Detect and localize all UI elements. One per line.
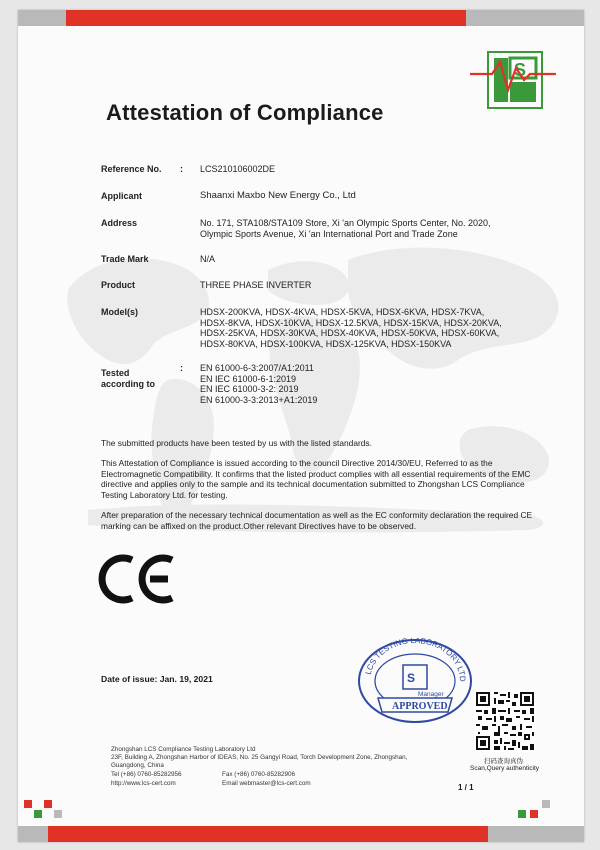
model-line: HDSX-200KVA, HDSX-4KVA, HDSX-5KVA, HDSX-6KVA, HDSX-7KVA, [200, 307, 485, 317]
product-label: Product [101, 280, 136, 290]
date-of-issue: Date of issue: Jan. 19, 2021 [101, 674, 213, 684]
tested-colon: : [180, 363, 183, 373]
corner-square-red [24, 800, 32, 808]
models-value [200, 307, 502, 349]
reference-colon: : [180, 164, 183, 174]
model-line: HDSX-8KVA, HDSX-10KVA, HDSX-12.5KVA, HDSX-15KVA, HDSX-20KVA, [200, 317, 502, 328]
svg-text:LCS TESTING LABORATORY LTD [364, 638, 467, 682]
corner-square-red [530, 810, 538, 818]
trade-mark-value: N/A [200, 254, 216, 264]
trade-mark-label: Trade Mark [101, 254, 149, 264]
footer-website[interactable]: http://www.lcs-cert.com [111, 780, 176, 787]
address-value [200, 218, 491, 239]
applicant-label: Applicant [101, 191, 143, 201]
reference-label: Reference No. [101, 164, 162, 174]
address-label: Address [101, 218, 138, 228]
lcs-logo [470, 50, 556, 110]
svg-text:S: S [407, 671, 416, 685]
approved-stamp [356, 638, 474, 724]
model-line: HDSX-25KVA, HDSX-30KVA, HDSX-40KVA, HDSX-50KVA, HDSX-60KVA, [200, 328, 500, 338]
tested-label [101, 368, 155, 389]
standard-line: EN IEC 61000-6-1:2019 [200, 373, 297, 384]
page-number: 1 / 1 [458, 783, 474, 792]
stamp-inner-text: Manager [418, 691, 444, 698]
footer-company: Zhongshan LCS Compliance Testing Laboratory Ltd [111, 746, 256, 753]
corner-square-grey [542, 800, 550, 808]
corner-square-green [518, 810, 526, 818]
footer-tel: Tel (+86) 0760-85282956 [111, 771, 182, 778]
statement-ce-marking: After preparation of the necessary technical documentation as well as the EC conformity declaration the required CE marking can be affixed on the product.Other relevant Directives have to be observed. [101, 510, 533, 531]
bottom-border-red [48, 826, 488, 842]
applicant-value: Shaanxi Maxbo New Energy Co., Ltd [200, 190, 356, 201]
corner-square-red [44, 800, 52, 808]
standard-line: EN IEC 61000-3-2: 2019 [200, 384, 299, 394]
svg-text:S: S [514, 60, 527, 80]
address-line: Olympic Sports Avenue, Xi 'an International Port and Trade Zone [200, 228, 458, 239]
stamp-ring-text: LCS TESTING LABORATORY LTD [363, 638, 468, 682]
address-line: No. 171, STA108/STA109 Store, Xi 'an Olympic Sports Center, No. 2020, [200, 218, 491, 228]
reference-value: LCS210106002DE [200, 164, 276, 174]
model-line: HDSX-80KVA, HDSX-100KVA, HDSX-125KVA, HDSX-150KVA [200, 338, 452, 349]
tested-label-line1: Tested [101, 368, 130, 378]
standard-line: EN 61000-6-3:2007/A1:2011 [200, 363, 314, 373]
tested-label-line2: according to [101, 378, 156, 389]
corner-square-grey [54, 810, 62, 818]
corner-square-green [34, 810, 42, 818]
footer-address-line1: 23F, Building A, Zhongshan Harbor of IDEAS, No. 25 Gangyi Road, Torch Development Zone, Zhongshan, [111, 754, 408, 761]
footer-email[interactable]: Email webmaster@lcs-cert.com [222, 780, 311, 787]
qr-caption-en: Scan,Query authenticity [470, 765, 540, 772]
statement-attestation: This Attestation of Compliance is issued according to the council Directive 2014/30/EU, Referred to as the Electromagnetic Compatibility. It confirms that the listed product complies with all essential requirements of the EMC directive and applies only to the sample and its technical documentation submitted to Zhongshan LCS Compliance Testing Laboratory Ltd. for testing. [101, 458, 531, 500]
qr-caption-cn: 扫码查询真伪 [484, 758, 523, 765]
footer-fax: Fax (+86) 0760-85282906 [222, 771, 295, 778]
document-title: Attestation of Compliance [106, 100, 384, 125]
certificate-sheet [18, 10, 584, 842]
models-label: Model(s) [101, 307, 138, 317]
statement-tested: The submitted products have been tested by us with the listed standards. [101, 438, 372, 448]
product-value: THREE PHASE INVERTER [200, 280, 312, 290]
standard-line: EN 61000-3-3:2013+A1:2019 [200, 394, 318, 405]
ce-mark [98, 554, 180, 604]
top-border-red [66, 10, 466, 26]
qr-code[interactable] [474, 690, 536, 752]
footer-address-line2: Guangdong, China [111, 762, 164, 769]
stamp-ribbon: APPROVED [392, 701, 448, 712]
tested-standards [200, 363, 317, 405]
